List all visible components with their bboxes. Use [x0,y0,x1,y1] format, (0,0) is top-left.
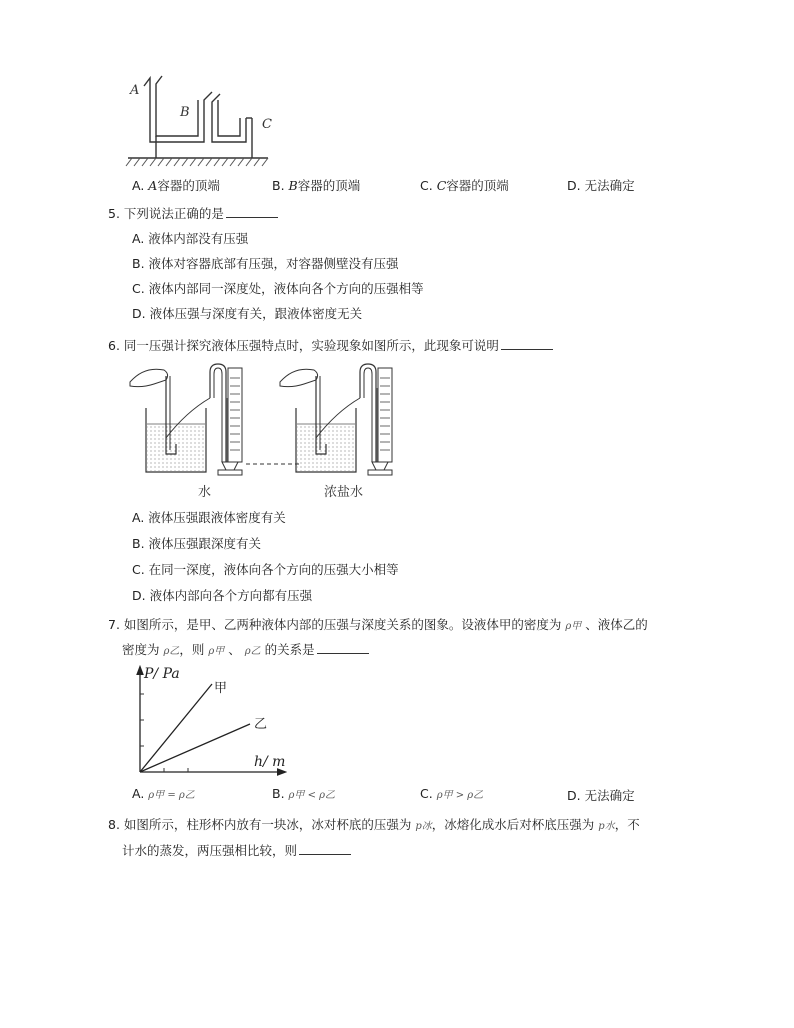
label-b: B [180,105,190,120]
rho-yi: ρ乙 [244,646,261,657]
option-expr: ρ甲 < ρ乙 [288,790,336,801]
option-prefix: B. [272,786,285,801]
option-letter: C [436,178,447,193]
q6-stem [108,336,553,354]
q7-text: 、液体乙的 [585,617,648,632]
q5-option-b[interactable]: B. 液体对容器底部有压强，对容器侧壁没有压强 [132,256,399,271]
rho-jia: ρ甲 [565,621,582,632]
q8-stem-line1 [108,815,640,833]
q8-text: 计水的蒸发，两压强相比较，则 [122,843,298,858]
label-yi: 乙 [254,717,268,732]
option-letter: A [148,178,158,193]
q6-option-c[interactable]: C. 在同一深度，液体向各个方向的压强大小相等 [132,562,399,577]
q7-option-c[interactable] [420,786,483,801]
q4-option-a[interactable] [132,176,220,194]
q8-text: ，冰熔化成水后对杯底压强为 [431,817,595,832]
q8-text: 8. 如图所示，柱形杯内放有一块冰，冰对杯底的压强为 [108,817,412,832]
label-a: A [130,83,140,98]
q8-text: ，不 [614,817,640,832]
q4-option-d[interactable]: D. 无法确定 [567,178,635,193]
q4-option-b[interactable] [272,176,360,194]
option-prefix: C. [420,178,437,193]
q6-option-a[interactable]: A. 液体压强跟液体密度有关 [132,510,286,525]
p-water: p水 [598,821,615,832]
q4-option-c[interactable] [420,176,509,194]
q7-text: 密度为 [122,642,160,657]
option-letter: B [288,178,298,193]
q5-option-a[interactable]: A. 液体内部没有压强 [132,231,249,246]
option-prefix: A. [132,786,145,801]
label-jia: 甲 [214,681,228,696]
q6-option-d[interactable]: D. 液体内部向各个方向都有压强 [132,588,313,603]
q5-stem-text: 5. 下列说法正确的是 [108,206,224,221]
pressure-gauge-figure [126,358,426,504]
q7-text: ，则 [179,642,205,657]
option-expr: ρ甲 > ρ乙 [436,790,484,801]
rho-yi: ρ乙 [163,646,180,657]
q7-stem-line2 [122,640,369,658]
p-ice: p冰 [415,821,432,832]
right-setup [280,364,392,475]
q5-option-d[interactable]: D. 液体压强与深度有关，跟液体密度无关 [132,306,363,321]
q7-option-d[interactable]: D. 无法确定 [567,788,635,803]
q5-stem [108,204,278,222]
y-axis-label: P/ Pa [144,666,180,682]
q7-option-b[interactable] [272,786,335,801]
option-text: 容器的顶端 [446,178,509,193]
option-text: 容器的顶端 [297,178,361,193]
q7-text: 的关系是 [264,642,315,657]
q5-option-c[interactable]: C. 液体内部同一深度处，液体向各个方向的压强相等 [132,281,424,296]
rho-jia: ρ甲 [208,646,225,657]
left-setup [130,364,242,475]
q6-stem-text: 6. 同一压强计探究液体压强特点时，实验现象如图所示，此现象可说明 [108,338,499,353]
x-axis-label: h/ m [254,754,286,770]
answer-blank[interactable] [299,842,351,855]
label-water: 水 [198,485,212,500]
pressure-depth-graph [126,662,296,780]
answer-blank[interactable] [226,205,278,218]
q6-option-b[interactable]: B. 液体压强跟深度有关 [132,536,262,551]
q7-text: 7. 如图所示，是甲、乙两种液体内部的压强与深度关系的图象。设液体甲的密度为 [108,617,562,632]
answer-blank[interactable] [317,641,369,654]
option-expr: ρ甲 = ρ乙 [148,790,195,801]
q7-text: 、 [228,642,241,657]
answer-blank[interactable] [501,337,553,350]
option-text: 容器的顶端 [157,178,220,193]
label-c: C [262,117,272,132]
label-brine: 浓盐水 [324,485,364,500]
option-prefix: B. [272,178,289,193]
option-prefix: A. [132,178,149,193]
q7-stem-line1 [108,615,648,633]
q7-option-a[interactable] [132,786,195,801]
option-prefix: C. [420,786,433,801]
q8-stem-line2 [122,841,351,859]
line-yi [140,724,250,772]
line-jia [140,684,212,772]
containers-figure [122,72,282,172]
